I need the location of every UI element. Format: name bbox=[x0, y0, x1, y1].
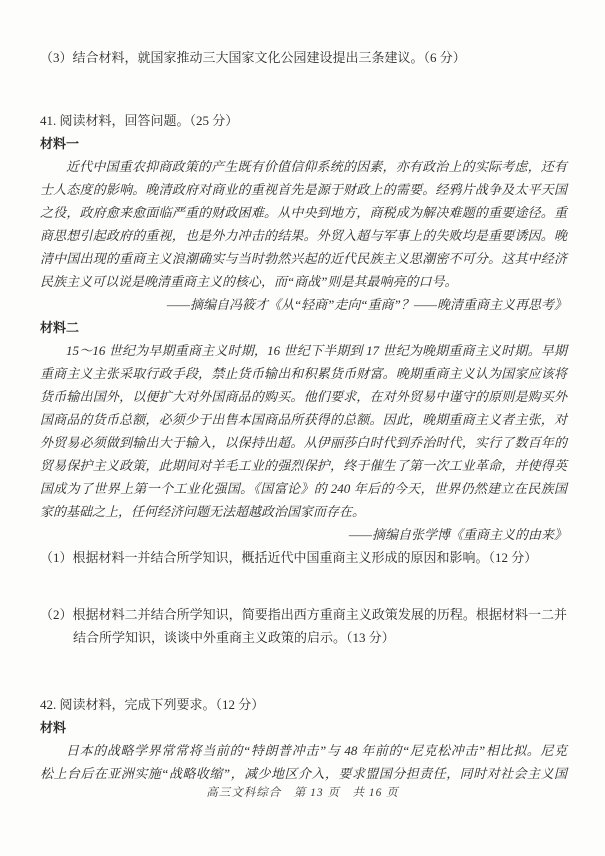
material-2-line: 15～16 世纪为早期重商主义时期，16 世纪下半期到 17 世纪为晚期重商主义时期。早期 bbox=[66, 343, 567, 358]
material-2-body bbox=[40, 339, 567, 523]
material-1-line: 之役，政府愈来愈面临严重的财政困难。从中央到地方，商税成为解决难题的重要途径。重 bbox=[40, 205, 567, 220]
material-2-line: 外贸易必须做到输出大于输入，以保持出超。从伊丽莎白时代到乔治时代，实行了数百年的 bbox=[40, 435, 567, 450]
material-2-line: 重商主义主张采取行政手段，禁止货币输出和积累货币财富。晚期重商主义认为国家应该将 bbox=[40, 366, 567, 381]
material-3-line: 松上台后在亚洲实施“战略收缩”，减少地区介入，要求盟国分担责任，同时对社会主义国 bbox=[40, 766, 567, 781]
material-1-line: 民族主义可以说是晚清重商主义的核心，而“商战”则是其最响亮的口号。 bbox=[40, 274, 458, 289]
material-2-line: 家的基础之上，任何经济问题无法超越政治国家而存在。 bbox=[40, 504, 366, 519]
material-1-source: ——摘编自冯筱才《从“轻商”走向“重商”？——晚清重商主义再思考》 bbox=[166, 297, 567, 312]
material-2-label: 材料二 bbox=[40, 320, 80, 335]
question-40-part3: （3）结合材料，就国家推动三大国家文化公园建设提出三条建议。（6 分） bbox=[40, 50, 466, 65]
material-2-line: 国商品的货币总额，必须少于出售本国商品所获得的总额。因此，晚期重商主义者主张，对 bbox=[40, 412, 567, 427]
question-41-sub2-line: （2）根据材料二并结合所学知识，简要指出西方重商主义政策发展的历程。根据材料一二并 bbox=[40, 607, 567, 622]
question-41-title: 41. 阅读材料，回答问题。（25 分） bbox=[40, 113, 239, 128]
material-2-line: 货币输出国外，以便扩大对外国商品的购买。他们要求，在对外贸易中谨守的原则是购买外 bbox=[40, 389, 567, 404]
material-1-body bbox=[40, 155, 567, 293]
material-1-label: 材料一 bbox=[40, 136, 80, 151]
page-footer: 高三文科综合 第 13 页 共 16 页 bbox=[206, 787, 399, 799]
question-41-sub2-line: 结合所学知识，谈谈中外重商主义政策的启示。（13 分） bbox=[73, 630, 395, 645]
question-42-title: 42. 阅读材料，完成下列要求。（12 分） bbox=[40, 697, 265, 712]
material-1-line: 商思想引起政府的重视，也是外力冲击的结果。外贸入超与军事上的失败均是重要诱因。晚 bbox=[40, 228, 567, 243]
material-3-label: 材料 bbox=[40, 720, 67, 735]
material-2-source: ——摘编自张学博《重商主义的由来》 bbox=[348, 527, 567, 542]
material-1-line: 清中国出现的重商主义浪潮确实与当时勃然兴起的近代民族主义思潮密不可分。这其中经济 bbox=[40, 251, 567, 266]
question-42-section bbox=[40, 693, 567, 785]
material-3-body bbox=[40, 739, 567, 785]
question-41-section bbox=[40, 109, 567, 649]
material-1-line: 士人态度的影响。晚清政府对商业的重视首先是源于财政上的需要。经鸦片战争及太平天国 bbox=[40, 182, 567, 197]
question-41-sub2 bbox=[40, 603, 567, 649]
question-41-sub1: （1）根据材料一并结合所学知识，概括近代中国重商主义形成的原因和影响。（12 分） bbox=[40, 550, 538, 565]
material-1-line: 近代中国重农抑商政策的产生既有价值信仰系统的因素，亦有政治上的实际考虑，还有 bbox=[66, 159, 567, 174]
material-3-line: 日本的战略学界常常将当前的“特朗普冲击”与 48 年前的“尼克松冲击”相比拟。尼克 bbox=[66, 743, 567, 758]
material-2-line: 贸易保护主义政策，此期间对羊毛工业的强烈保护，终于催生了第一次工业革命，并使得英 bbox=[40, 458, 567, 473]
material-2-line: 国成为了世界上第一个工业化强国。《国富论》的 240 年后的今天，世界仍然建立在民族国 bbox=[40, 481, 567, 496]
